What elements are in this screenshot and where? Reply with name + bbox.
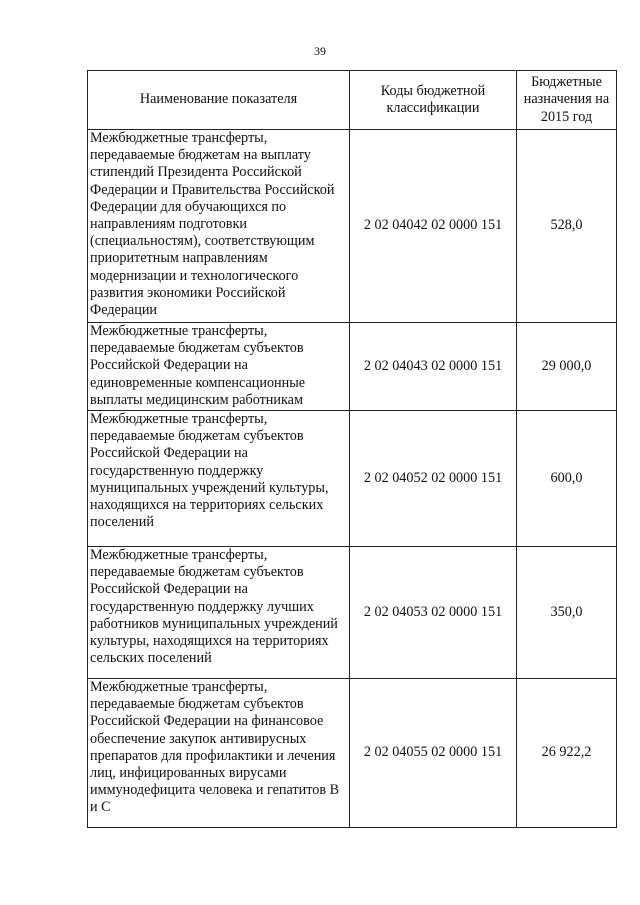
row-code: 2 02 04043 02 0000 151 [350, 323, 517, 411]
header-code: Коды бюджетной классификации [350, 71, 517, 130]
table-body [88, 130, 617, 828]
row-code: 2 02 04042 02 0000 151 [350, 130, 517, 323]
row-code: 2 02 04053 02 0000 151 [350, 547, 517, 679]
row-name: Межбюджетные трансферты, передаваемые бюджетам субъектов Российской Федерации на единовременные компенсационные выплаты медицинским работникам [88, 323, 350, 411]
row-code: 2 02 04055 02 0000 151 [350, 679, 517, 828]
budget-table [87, 70, 617, 828]
row-name: Межбюджетные трансферты, передаваемые бюджетам на выплату стипендий Президента Российской Федерации и Правительства Российской Федерации для обучающихся по направлениям подготовки (специальностям), соответствующим приоритетным направлениям модернизации и технологического развития экономики Российской Федерации [88, 130, 350, 323]
row-amount: 26 922,2 [517, 679, 617, 828]
row-name: Межбюджетные трансферты, передаваемые бюджетам субъектов Российской Федерации на финансовое обеспечение закупок антивирусных препаратов для профилактики и лечения лиц, инфицированных вирусами иммунодефицита человека и гепатитов В и С [88, 679, 350, 828]
row-name: Межбюджетные трансферты, передаваемые бюджетам субъектов Российской Федерации на государственную поддержку муниципальных учреждений культуры, находящихся на территориях сельских поселений [88, 411, 350, 547]
table-row [88, 547, 617, 679]
row-code: 2 02 04052 02 0000 151 [350, 411, 517, 547]
row-amount: 528,0 [517, 130, 617, 323]
page-number: 39 [314, 44, 326, 58]
table-header [88, 71, 617, 130]
row-amount: 350,0 [517, 547, 617, 679]
table-row [88, 679, 617, 828]
table-row [88, 411, 617, 547]
header-name: Наименование показателя [88, 71, 350, 130]
header-amount: Бюджетные назначения на 2015 год [517, 71, 617, 130]
row-name: Межбюджетные трансферты, передаваемые бюджетам субъектов Российской Федерации на государственную поддержку лучших работников муниципальных учреждений культуры, находящихся на территориях сельских поселений [88, 547, 350, 679]
header-row [88, 71, 617, 130]
row-amount: 600,0 [517, 411, 617, 547]
table-row [88, 323, 617, 411]
row-amount: 29 000,0 [517, 323, 617, 411]
table-row [88, 130, 617, 323]
